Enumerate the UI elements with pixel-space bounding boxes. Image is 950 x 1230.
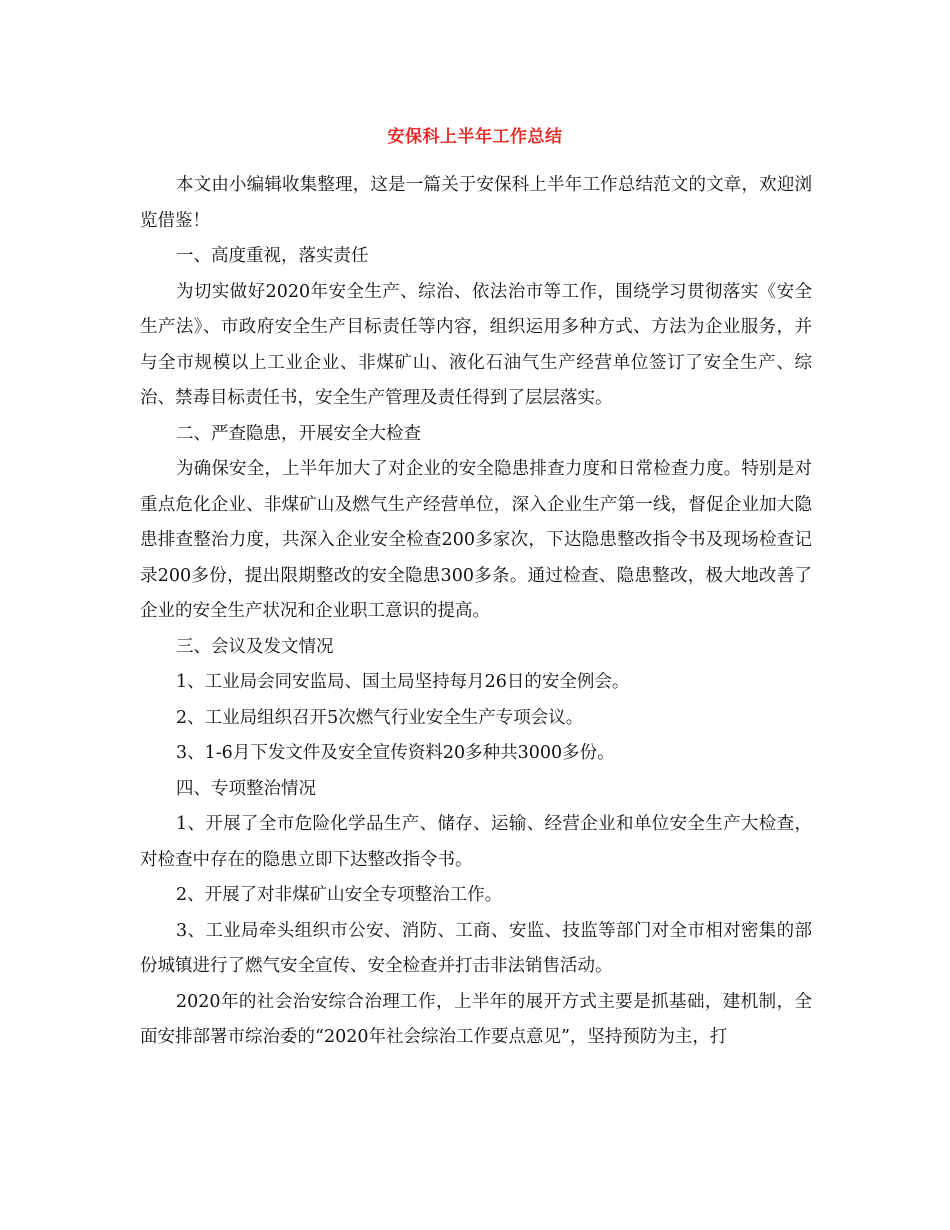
section-1-paragraph: 为切实做好2020年安全生产、综治、依法治市等工作，围绕学习贯彻落实《安全生产法》、市政府安全生产目标责任等内容，组织运用多种方式、方法为企业服务，并与全市规模以上工业企业、非煤矿山、液化石油气生产经营单位签订了安全生产、综治、禁毒目标责任书，安全生产管理及责任得到了层层落实。 xyxy=(140,281,812,408)
intro-paragraph: 本文由小编辑收集整理，这是一篇关于安保科上半年工作总结范文的文章，欢迎浏览借鉴！ xyxy=(140,175,812,231)
section-4-item-3: 3、工业局牵头组织市公安、消防、工商、安监、技监等部门对全市相对密集的部份城镇进行了燃气安全宣传、安全检查并打击非法销售活动。 xyxy=(140,920,812,976)
section-2-paragraph: 为确保安全，上半年加大了对企业的安全隐患排查力度和日常检查力度。特别是对重点危化企业、非煤矿山及燃气生产经营单位，深入企业生产第一线，督促企业加大隐患排查整治力度，共深入企业安全检查200多家次，下达隐患整改指令书及现场检查记录200多份，提出限期整改的安全隐患300多条。通过检查、隐患整改，极大地改善了企业的安全生产状况和企业职工意识的提高。 xyxy=(140,459,812,621)
section-4-item-2: 2、开展了对非煤矿山安全专项整治工作。 xyxy=(176,885,503,905)
section-heading-2: 二、严查隐患，开展安全大检查 xyxy=(176,423,421,444)
document-body xyxy=(140,168,812,1056)
section-3-item-2: 2、工业局组织召开5次燃气行业安全生产专项会议。 xyxy=(176,707,584,728)
document-title: 安保科上半年工作总结 xyxy=(387,127,563,147)
section-heading-3: 三、会议及发文情况 xyxy=(176,636,334,657)
section-4-item-1: 1、开展了全市危险化学品生产、储存、运输、经营企业和单位安全生产大检查，对检查中存在的隐患立即下达整改指令书。 xyxy=(140,814,812,870)
section-3-item-3: 3、1-6月下发文件及安全宣传资料20多种共3000多份。 xyxy=(176,743,615,763)
section-3-item-1: 1、工业局会同安监局、国土局坚持每月26日的安全例会。 xyxy=(176,672,630,692)
section-heading-1: 一、高度重视，落实责任 xyxy=(176,246,369,266)
section-heading-4: 四、专项整治情况 xyxy=(176,778,316,799)
closing-paragraph: 2020年的社会治安综合治理工作，上半年的展开方式主要是抓基础，建机制，全面安排部署市综治委的“2020年社会综治工作要点意见”，坚持预防为主，打 xyxy=(140,991,812,1047)
